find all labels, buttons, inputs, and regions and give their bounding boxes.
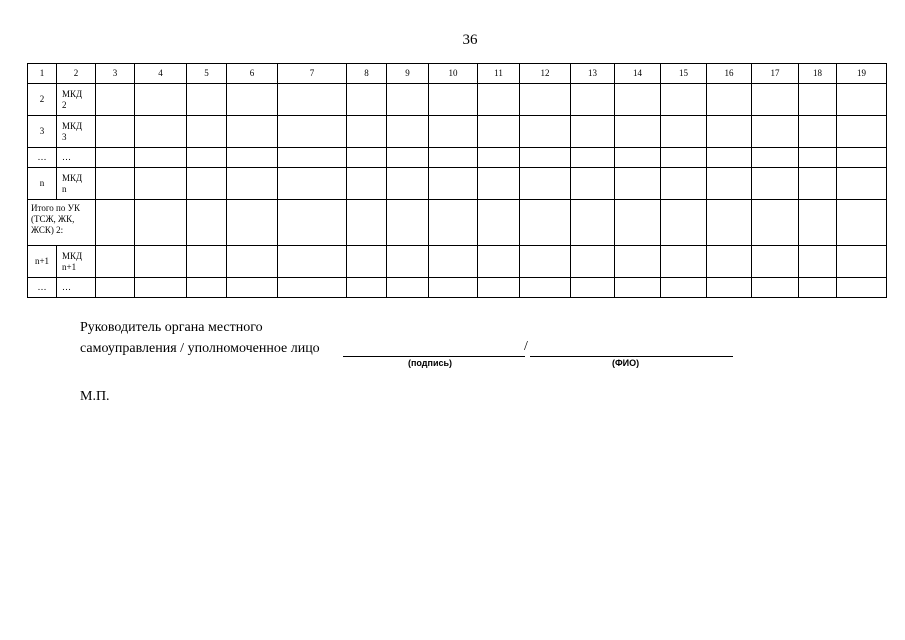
column-header: 11: [478, 64, 520, 84]
table-row: [28, 168, 887, 200]
column-header: 19: [837, 64, 887, 84]
empty-cell[interactable]: [571, 246, 615, 278]
column-header: 2: [57, 64, 96, 84]
empty-cell[interactable]: [187, 200, 227, 246]
empty-cell[interactable]: [752, 148, 799, 168]
empty-cell[interactable]: [799, 148, 837, 168]
empty-cell[interactable]: [187, 116, 227, 148]
empty-cell[interactable]: [520, 168, 571, 200]
row-number-cell: …: [28, 148, 57, 168]
empty-cell[interactable]: [96, 200, 135, 246]
empty-cell[interactable]: [478, 168, 520, 200]
column-header: 1: [28, 64, 57, 84]
empty-cell[interactable]: [429, 246, 478, 278]
row-number-cell: …: [28, 278, 57, 298]
empty-cell[interactable]: [752, 168, 799, 200]
empty-cell[interactable]: [707, 278, 752, 298]
empty-cell[interactable]: [187, 246, 227, 278]
empty-cell[interactable]: [387, 116, 429, 148]
column-header: 17: [752, 64, 799, 84]
empty-cell[interactable]: [799, 200, 837, 246]
empty-cell[interactable]: [661, 200, 707, 246]
empty-cell[interactable]: [278, 246, 347, 278]
empty-cell[interactable]: [615, 200, 661, 246]
empty-cell[interactable]: [571, 116, 615, 148]
empty-cell[interactable]: [752, 200, 799, 246]
empty-cell[interactable]: [799, 116, 837, 148]
empty-cell[interactable]: [478, 84, 520, 116]
empty-cell[interactable]: [135, 168, 187, 200]
building-name-line: МКД: [62, 250, 83, 261]
empty-cell[interactable]: [837, 84, 887, 116]
data-table: [27, 63, 887, 298]
empty-cell[interactable]: [520, 278, 571, 298]
empty-cell[interactable]: [707, 84, 752, 116]
empty-cell[interactable]: [227, 116, 278, 148]
building-name-line: МКД: [62, 88, 83, 99]
empty-cell[interactable]: [278, 84, 347, 116]
empty-cell[interactable]: [347, 246, 387, 278]
column-header: 4: [135, 64, 187, 84]
empty-cell[interactable]: [135, 84, 187, 116]
building-name-line: n+1: [62, 261, 77, 272]
empty-cell[interactable]: [615, 84, 661, 116]
empty-cell[interactable]: [837, 168, 887, 200]
empty-cell[interactable]: [187, 84, 227, 116]
signature-title-line2: самоуправления / уполномоченное лицо: [80, 341, 320, 356]
empty-cell[interactable]: [135, 148, 187, 168]
empty-cell[interactable]: [347, 278, 387, 298]
table-row: [28, 246, 887, 278]
empty-cell[interactable]: [347, 168, 387, 200]
table-row: [28, 148, 887, 168]
empty-cell[interactable]: [837, 278, 887, 298]
building-name-line: …: [62, 282, 71, 292]
empty-cell[interactable]: [387, 246, 429, 278]
empty-cell[interactable]: [707, 246, 752, 278]
empty-cell[interactable]: [278, 148, 347, 168]
empty-cell[interactable]: [752, 116, 799, 148]
building-name-cell: [57, 278, 96, 298]
empty-cell[interactable]: [429, 84, 478, 116]
empty-cell[interactable]: [387, 148, 429, 168]
subtotal-label-line: Итого по УК: [31, 203, 80, 213]
column-header: 6: [227, 64, 278, 84]
row-number-cell: 2: [28, 84, 57, 116]
building-name-cell: [57, 116, 96, 148]
empty-cell[interactable]: [799, 168, 837, 200]
empty-cell[interactable]: [135, 278, 187, 298]
empty-cell[interactable]: [707, 148, 752, 168]
empty-cell[interactable]: [429, 168, 478, 200]
empty-cell[interactable]: [429, 148, 478, 168]
empty-cell[interactable]: [571, 84, 615, 116]
empty-cell[interactable]: [615, 116, 661, 148]
empty-cell[interactable]: [135, 246, 187, 278]
empty-cell[interactable]: [96, 148, 135, 168]
signature-slash: /: [524, 339, 528, 354]
stamp-label: М.П.: [80, 389, 110, 404]
column-header: 8: [347, 64, 387, 84]
empty-cell[interactable]: [571, 200, 615, 246]
building-name-line: МКД: [62, 120, 83, 131]
empty-cell[interactable]: [799, 84, 837, 116]
subtotal-label-cell: [28, 200, 96, 246]
name-caption: (ФИО): [612, 358, 640, 368]
empty-cell[interactable]: [520, 200, 571, 246]
signature-title-line1: Руководитель органа местного: [80, 320, 263, 335]
building-name-cell: [57, 246, 96, 278]
column-header: 15: [661, 64, 707, 84]
empty-cell[interactable]: [387, 84, 429, 116]
empty-cell[interactable]: [96, 246, 135, 278]
empty-cell[interactable]: [96, 116, 135, 148]
column-header: 3: [96, 64, 135, 84]
empty-cell[interactable]: [227, 148, 278, 168]
empty-cell[interactable]: [837, 148, 887, 168]
empty-cell[interactable]: [752, 246, 799, 278]
row-number-cell: 3: [28, 116, 57, 148]
empty-cell[interactable]: [799, 246, 837, 278]
empty-cell[interactable]: [837, 246, 887, 278]
column-header: 5: [187, 64, 227, 84]
empty-cell[interactable]: [429, 278, 478, 298]
empty-cell[interactable]: [96, 278, 135, 298]
empty-cell[interactable]: [429, 116, 478, 148]
building-name-cell: [57, 148, 96, 168]
empty-cell[interactable]: [571, 148, 615, 168]
table-row: [28, 200, 887, 246]
empty-cell[interactable]: [278, 168, 347, 200]
column-header: 10: [429, 64, 478, 84]
table-row: [28, 278, 887, 298]
empty-cell[interactable]: [187, 168, 227, 200]
building-name-line: n: [62, 183, 67, 194]
column-header: 14: [615, 64, 661, 84]
empty-cell[interactable]: [752, 278, 799, 298]
empty-cell[interactable]: [707, 116, 752, 148]
column-header: 7: [278, 64, 347, 84]
empty-cell[interactable]: [661, 278, 707, 298]
empty-cell[interactable]: [278, 200, 347, 246]
empty-cell[interactable]: [278, 278, 347, 298]
column-header: 16: [707, 64, 752, 84]
empty-cell[interactable]: [187, 148, 227, 168]
empty-cell[interactable]: [799, 278, 837, 298]
empty-cell[interactable]: [661, 84, 707, 116]
empty-cell[interactable]: [387, 278, 429, 298]
table-row: [28, 84, 887, 116]
empty-cell[interactable]: [478, 246, 520, 278]
building-name-line: 2: [62, 99, 67, 110]
empty-cell[interactable]: [347, 84, 387, 116]
empty-cell[interactable]: [227, 278, 278, 298]
empty-cell[interactable]: [571, 278, 615, 298]
row-number-cell: n: [28, 168, 57, 200]
empty-cell[interactable]: [615, 168, 661, 200]
empty-cell[interactable]: [227, 246, 278, 278]
empty-cell[interactable]: [278, 116, 347, 148]
empty-cell[interactable]: [387, 168, 429, 200]
empty-cell[interactable]: [429, 200, 478, 246]
column-header: 9: [387, 64, 429, 84]
empty-cell[interactable]: [571, 168, 615, 200]
building-name-line: …: [62, 152, 71, 162]
signature-line[interactable]: [343, 356, 525, 357]
empty-cell[interactable]: [347, 200, 387, 246]
empty-cell[interactable]: [707, 168, 752, 200]
empty-cell[interactable]: [478, 148, 520, 168]
empty-cell[interactable]: [661, 246, 707, 278]
signature-caption: (подпись): [408, 358, 453, 368]
empty-cell[interactable]: [478, 278, 520, 298]
column-header: 18: [799, 64, 837, 84]
empty-cell[interactable]: [520, 116, 571, 148]
empty-cell[interactable]: [478, 116, 520, 148]
building-name-cell: [57, 168, 96, 200]
empty-cell[interactable]: [615, 278, 661, 298]
empty-cell[interactable]: [520, 84, 571, 116]
building-name-line: 3: [62, 131, 67, 142]
empty-cell[interactable]: [520, 148, 571, 168]
column-header: 13: [571, 64, 615, 84]
empty-cell[interactable]: [135, 200, 187, 246]
empty-cell[interactable]: [96, 84, 135, 116]
empty-cell[interactable]: [661, 168, 707, 200]
empty-cell[interactable]: [227, 200, 278, 246]
empty-cell[interactable]: [135, 116, 187, 148]
empty-cell[interactable]: [752, 84, 799, 116]
subtotal-label-line: ЖСК) 2:: [31, 225, 64, 235]
empty-cell[interactable]: [347, 148, 387, 168]
table-row: [28, 116, 887, 148]
name-line[interactable]: [530, 356, 733, 357]
empty-cell[interactable]: [96, 168, 135, 200]
row-number-cell: n+1: [28, 246, 57, 278]
empty-cell[interactable]: [478, 200, 520, 246]
empty-cell[interactable]: [837, 200, 887, 246]
column-header: 12: [520, 64, 571, 84]
empty-cell[interactable]: [661, 116, 707, 148]
empty-cell[interactable]: [227, 84, 278, 116]
building-name-cell: [57, 84, 96, 116]
empty-cell[interactable]: [661, 148, 707, 168]
page-number: 36: [462, 32, 478, 48]
building-name-line: МКД: [62, 172, 83, 183]
empty-cell[interactable]: [387, 200, 429, 246]
empty-cell[interactable]: [227, 168, 278, 200]
subtotal-label-line: (ТСЖ, ЖК,: [31, 214, 75, 224]
empty-cell[interactable]: [615, 148, 661, 168]
empty-cell[interactable]: [707, 200, 752, 246]
empty-cell[interactable]: [520, 246, 571, 278]
table-header-row: [28, 64, 887, 84]
empty-cell[interactable]: [187, 278, 227, 298]
empty-cell[interactable]: [837, 116, 887, 148]
empty-cell[interactable]: [347, 116, 387, 148]
empty-cell[interactable]: [615, 246, 661, 278]
